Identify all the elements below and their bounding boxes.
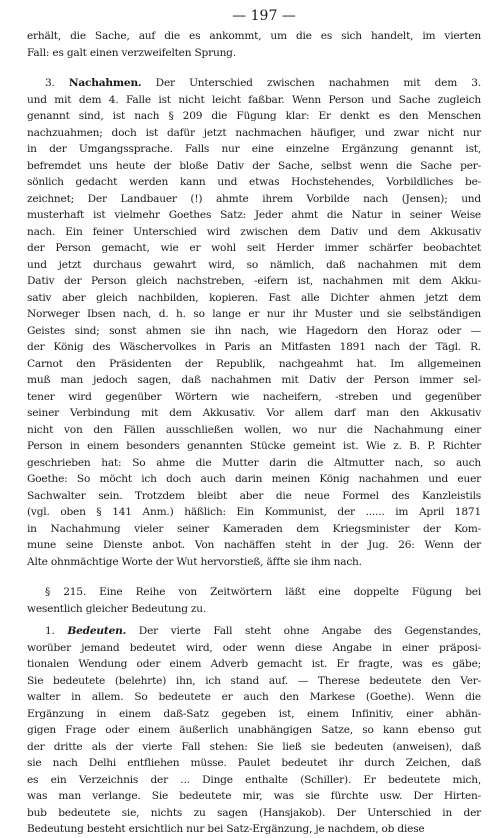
text-line: sie nach Delhi entfliehen müsse. Paulet bedeutet ihr durch Zeichen, daß bbox=[27, 757, 481, 769]
headword: Bedeuten. bbox=[67, 625, 127, 637]
text-line: Fall: es galt einen verzweifelten Sprung. bbox=[27, 46, 236, 59]
text-line: es ein Verzeichnis der ... Dinge enthalte (Schiller). Er bedeutete mich, bbox=[27, 773, 481, 786]
text-line: Goethe: So möcht ich doch auch darin meinen König nachahmen und euer bbox=[27, 473, 481, 485]
text-line: Carnot den Präsidenten der Republik, nachgeahmt hat. Im allgemeinen bbox=[27, 357, 481, 370]
text-line: muß man jedoch sagen, daß nachahmen mit Dativ der Person immer sel- bbox=[27, 374, 481, 386]
text-line: Person in einem besonders genannten Stücke gemeint ist. Wie z. B. P. Richter bbox=[27, 440, 481, 452]
text-line: nachzuahmen; doch ist dafür jetzt nachmachen häufiger, und zwar nicht nur bbox=[27, 126, 481, 139]
text-line: seiner Verbindung mit dem Akkusativ. Vor allem darf man den Akkusativ bbox=[27, 407, 481, 419]
text-line: erhält, die Sache, auf die es ankommt, um die es sich handelt, im vierten bbox=[27, 30, 481, 42]
text-line: und mit dem 4. Falle ist nicht leicht faßbar. Wenn Person und Sache zugleich bbox=[27, 93, 481, 106]
paragraph-section-215 bbox=[27, 584, 481, 617]
paragraph-continuation bbox=[27, 28, 481, 61]
text-line: bub bedeutete sie, nichts zu sagen (Hansjakob). Der Unterschied in der bbox=[27, 806, 481, 819]
headword: Nachahmen. bbox=[68, 77, 142, 89]
text-line: und jetzt durchaus gewahrt wird, so nämlich, daß nachahmen mit dem bbox=[27, 258, 481, 271]
text-line: Ergänzung in einem daß-Satz gegeben ist, einem Infinitiv, einer abhän- bbox=[27, 707, 481, 720]
paragraph-nachahmen bbox=[27, 75, 481, 570]
text-line: 3. Nachahmen. Der Unterschied zwischen nachahmen mit dem 3. bbox=[45, 77, 481, 89]
text-line: walter in allem. So bedeutete er auch den Markese (Goethe). Wenn die bbox=[27, 691, 481, 703]
text-line: § 215. Eine Reihe von Zeitwörtern läßt eine doppelte Fügung bei bbox=[45, 586, 481, 598]
text-line: befremdet uns heute der bloße Dativ der Sache, selbst wenn die Sache per- bbox=[27, 159, 481, 172]
paragraph-bedeuten bbox=[27, 623, 481, 838]
text-line: Dativ der Person gleich nachstreben, -eifern ist, nachahmen mit dem Akku- bbox=[27, 275, 481, 287]
text-line: Sie bedeutete (belehrte) ihn, ich stand auf. — Therese bedeutete den Ver- bbox=[27, 674, 481, 687]
text-line: (vgl. oben § 141 Anm.) häßlich: Ein Kommunist, der ...... im April 1871 bbox=[27, 506, 481, 518]
text-line: geschrieben hat: So ahme die Mutter darin die Altmutter nach, so auch bbox=[27, 456, 481, 469]
text-line: der Person gemacht, wie er wohl seit Herder immer schärfer beobachtet bbox=[27, 242, 481, 254]
text-line: mune seine Dienste anbot. Von nachäffen steht in der Jug. 26: Wenn der bbox=[27, 539, 481, 551]
text-line: musterhaft ist vielmehr Goethes Satz: Jeder ahmt die Natur in seiner Weise bbox=[27, 209, 481, 221]
text-line: tener wird gegenüber Wörtern wie nacheifern, -streben und gegenüber bbox=[27, 390, 481, 403]
text-line: nicht von den Fällen ausschließen wollen, wo nur die Nachahmung einer bbox=[27, 423, 481, 436]
text-line: sativ aber gleich nachbilden, kopieren. Fast alle Dichter ahmen jetzt dem bbox=[27, 291, 481, 304]
text-line: Geistes sind; sonst ahmen sie ihn nach, wie Hagedorn den Horaz oder — bbox=[27, 324, 481, 337]
text-line: was man verlange. Sie bedeutete mir, was sie fürchte usw. Der Hirten- bbox=[27, 790, 481, 802]
text-line: gigen Frage oder einem äußerlich unabhängigen Satze, so kann ebenso gut bbox=[27, 724, 481, 736]
text-line: zeichnet; Der Landbauer (!) ahmte ihrem Vorbilde nach (Jensen); und bbox=[27, 192, 481, 205]
text-line: Norweger Ibsen nach, d. h. so lange er nur ihr Muster und sie selbständigen bbox=[27, 308, 481, 320]
text-line: genannt sind, ist nach § 209 die Fügung klar: Er denkt es den Menschen bbox=[27, 110, 481, 122]
page-number: — 197 — bbox=[232, 8, 296, 24]
text-line: der König des Wäschervolkes in Paris an Mitfasten 1891 nach der Tägl. R. bbox=[27, 341, 481, 353]
text-line: in Nachahmung vieler seiner Kameraden dem Kriegsminister der Kom- bbox=[27, 522, 481, 535]
text-line: 1. Bedeuten. Der vierte Fall steht ohne Angabe des Gegenstandes, bbox=[45, 625, 482, 637]
text-line: Alte ohnmächtige Worte der Wut hervorstieß, äffte sie ihm nach. bbox=[27, 555, 362, 568]
text-line: worüber jemand bedeutet wird, oder wenn diese Angabe in einer präposi- bbox=[27, 641, 481, 654]
text-line: der dritte als der vierte Fall stehen: Sie ließ sie bedeuten (anweisen), daß bbox=[27, 740, 481, 753]
text-line: Sachwalter sein. Trotzdem bleibt aber die neue Formel des Kanzleistils bbox=[27, 489, 481, 502]
text-line: sönlich gedacht werden kann und etwas Hochstehendes, Vorbildliches be- bbox=[27, 176, 481, 188]
text-line: wesentlich gleicher Bedeutung zu. bbox=[27, 602, 207, 615]
text-line: nach. Ein feiner Unterschied wird zwischen dem Dativ und dem Akkusativ bbox=[27, 225, 481, 238]
text-line: tionalen Wendung oder einem Adverb gemacht ist. Er fragte, was es gäbe; bbox=[27, 658, 481, 670]
text-line: in der Umgangssprache. Falls nur eine einzelne Ergänzung genannt ist, bbox=[27, 143, 481, 155]
text-line: Bedeutung besteht ersichtlich nur bei Satz-Ergänzung, je nachdem, ob diese bbox=[27, 823, 425, 835]
